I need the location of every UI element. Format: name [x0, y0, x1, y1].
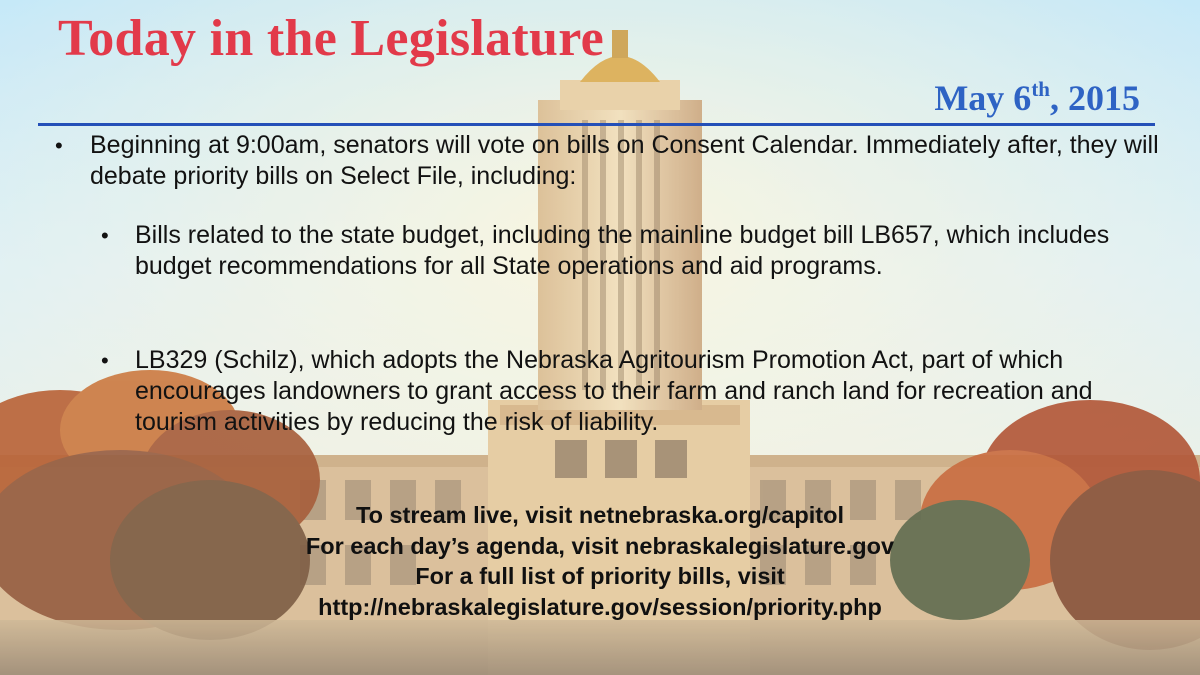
stream-live-link[interactable]: To stream live, visit netnebraska.org/capitol [355, 502, 844, 528]
bullet-dot-icon: • [55, 133, 63, 158]
date-suffix: , 2015 [1050, 78, 1140, 118]
daily-agenda-link[interactable]: For each day’s agenda, visit nebraskalegislature.gov [305, 532, 895, 559]
priority-list-label: For a full list of priority bills, visit [415, 563, 785, 589]
slide-date [934, 76, 1140, 120]
sub-bullet-lb329: LB329 (Schilz), which adopts the Nebraska Agritourism Promotion Act, part of which encourages landowners to grant access to their farm and ranch land for recreation and tourism activities by reducing the risk of liability. [135, 346, 1093, 436]
priority-bills-link[interactable]: http://nebraskalegislature.gov/session/priority.php [318, 593, 882, 620]
bullet-dot-icon: • [101, 348, 109, 373]
title-divider [38, 123, 1155, 126]
bullet-dot-icon: • [101, 223, 109, 248]
date-prefix: May 6 [934, 78, 1032, 118]
bullet-main-text: Beginning at 9:00am, senators will vote on bills on Consent Calendar. Immediately after, they will debate priority bills on Select File, including: [90, 131, 1159, 190]
links-block [0, 500, 1200, 622]
date-superscript: th [1031, 77, 1050, 101]
sub-bullet-budget: Bills related to the state budget, including the mainline budget bill LB657, which includes budget recommendations for all State operations and aid programs. [135, 221, 1110, 280]
slide-title: Today in the Legislature [58, 10, 605, 67]
